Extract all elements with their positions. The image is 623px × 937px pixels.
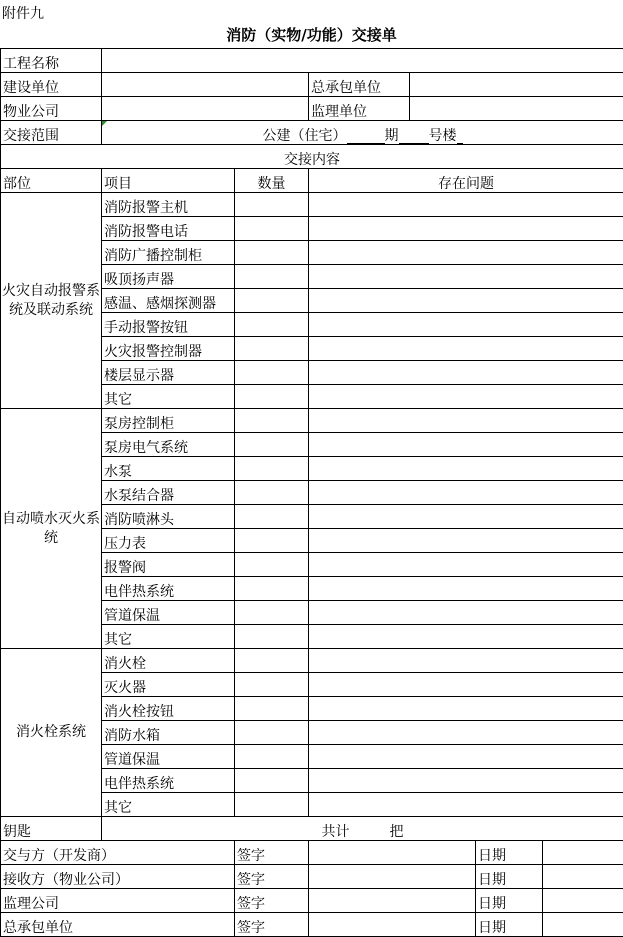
quantity-cell[interactable]	[235, 745, 309, 769]
quantity-cell[interactable]	[235, 793, 309, 817]
issues-cell[interactable]	[309, 457, 623, 481]
handover-scope-label: 交接范围	[1, 121, 102, 145]
property-company-label: 物业公司	[1, 97, 102, 121]
quantity-cell[interactable]	[235, 289, 309, 313]
quantity-cell[interactable]	[235, 553, 309, 577]
issues-cell[interactable]	[309, 745, 623, 769]
section-name: 消火栓系统	[1, 649, 102, 817]
issues-cell[interactable]	[309, 481, 623, 505]
signoff-signature-field[interactable]	[309, 841, 476, 865]
property-company-row	[1, 97, 623, 121]
supervision-unit-label: 监理单位	[309, 97, 410, 121]
signoff-signature-field[interactable]	[309, 889, 476, 913]
handover-scope-row	[1, 121, 623, 145]
issues-cell[interactable]	[309, 313, 623, 337]
content-title-row	[1, 145, 623, 169]
keys-total-label: 共计	[321, 824, 350, 840]
issues-cell[interactable]	[309, 769, 623, 793]
item-name: 火灾报警控制器	[102, 337, 235, 361]
signoff-date-label: 日期	[476, 889, 543, 913]
column-header-item: 项目	[102, 169, 235, 193]
quantity-cell[interactable]	[235, 649, 309, 673]
signoff-date-label: 日期	[476, 841, 543, 865]
signoff-row	[1, 889, 623, 913]
construction-unit-label: 建设单位	[1, 73, 102, 97]
quantity-cell[interactable]	[235, 481, 309, 505]
item-name: 管道保温	[102, 745, 235, 769]
quantity-cell[interactable]	[235, 409, 309, 433]
signoff-sign-label: 签字	[235, 889, 309, 913]
issues-cell[interactable]	[309, 793, 623, 817]
item-name: 消防水箱	[102, 721, 235, 745]
quantity-cell[interactable]	[235, 529, 309, 553]
issues-cell[interactable]	[309, 721, 623, 745]
issues-cell[interactable]	[309, 217, 623, 241]
issues-cell[interactable]	[309, 337, 623, 361]
signoff-party: 总承包单位	[1, 913, 235, 937]
item-name: 灭火器	[102, 673, 235, 697]
item-name: 泵房电气系统	[102, 433, 235, 457]
quantity-cell[interactable]	[235, 505, 309, 529]
issues-cell[interactable]	[309, 577, 623, 601]
item-name: 消防广播控制柜	[102, 241, 235, 265]
keys-unit-label: 把	[389, 824, 404, 840]
issues-cell[interactable]	[309, 361, 623, 385]
general-contractor-label: 总承包单位	[309, 73, 410, 97]
issues-cell[interactable]	[309, 193, 623, 217]
quantity-cell[interactable]	[235, 193, 309, 217]
column-header-quantity: 数量	[235, 169, 309, 193]
column-header-issues: 存在问题	[309, 169, 623, 193]
supervision-unit-value[interactable]	[410, 97, 623, 121]
item-name: 感温、感烟探测器	[102, 289, 235, 313]
item-name: 楼层显示器	[102, 361, 235, 385]
general-contractor-value[interactable]	[410, 73, 623, 97]
issues-cell[interactable]	[309, 433, 623, 457]
signoff-date-field[interactable]	[543, 889, 623, 913]
handover-scope-value[interactable]	[102, 121, 623, 145]
item-name: 其它	[102, 793, 235, 817]
item-name: 手动报警按钮	[102, 313, 235, 337]
item-row	[1, 193, 623, 217]
quantity-cell[interactable]	[235, 313, 309, 337]
item-name: 泵房控制柜	[102, 409, 235, 433]
item-name: 消防报警主机	[102, 193, 235, 217]
item-name: 吸顶扬声器	[102, 265, 235, 289]
signoff-party: 监理公司	[1, 889, 235, 913]
content-title: 交接内容	[1, 145, 623, 169]
issues-cell[interactable]	[309, 601, 623, 625]
item-name: 水泵	[102, 457, 235, 481]
signoff-date-field[interactable]	[543, 841, 623, 865]
issues-cell[interactable]	[309, 529, 623, 553]
signoff-row	[1, 841, 623, 865]
keys-label: 钥匙	[1, 817, 102, 841]
quantity-cell[interactable]	[235, 433, 309, 457]
item-name: 管道保温	[102, 601, 235, 625]
column-header-part: 部位	[1, 169, 102, 193]
quantity-cell[interactable]	[235, 601, 309, 625]
signoff-signature-field[interactable]	[309, 913, 476, 937]
signoff-party: 接收方（物业公司）	[1, 865, 235, 889]
signoff-sign-label: 签字	[235, 913, 309, 937]
quantity-cell[interactable]	[235, 385, 309, 409]
quantity-cell[interactable]	[235, 361, 309, 385]
issues-cell[interactable]	[309, 289, 623, 313]
quantity-cell[interactable]	[235, 673, 309, 697]
construction-unit-row	[1, 73, 623, 97]
signoff-row	[1, 913, 623, 937]
issues-cell[interactable]	[309, 385, 623, 409]
item-name: 电伴热系统	[102, 577, 235, 601]
scope-trailing-underline	[457, 129, 463, 144]
attachment-caption: 附件九	[2, 6, 44, 22]
property-company-value[interactable]	[102, 97, 309, 121]
quantity-cell[interactable]	[235, 337, 309, 361]
signoff-date-field[interactable]	[543, 913, 623, 937]
item-name: 消防报警电话	[102, 217, 235, 241]
issues-cell[interactable]	[309, 505, 623, 529]
quantity-cell[interactable]	[235, 721, 309, 745]
issues-cell[interactable]	[309, 553, 623, 577]
quantity-cell[interactable]	[235, 457, 309, 481]
item-name: 压力表	[102, 529, 235, 553]
item-row	[1, 409, 623, 433]
scope-building-label: 号楼	[428, 128, 457, 144]
section-name: 自动喷水灭火系统	[1, 409, 102, 649]
item-name: 消火栓	[102, 649, 235, 673]
scope-period-blank[interactable]	[347, 129, 385, 144]
signoff-row	[1, 865, 623, 889]
item-name: 电伴热系统	[102, 769, 235, 793]
quantity-cell[interactable]	[235, 625, 309, 649]
quantity-cell[interactable]	[235, 241, 309, 265]
issues-cell[interactable]	[309, 649, 623, 673]
keys-count-cell[interactable]	[102, 817, 623, 841]
scope-building-blank[interactable]	[399, 129, 429, 144]
project-name-value[interactable]	[102, 49, 623, 73]
section-name: 火灾自动报警系统及联动系统	[1, 193, 102, 409]
issues-cell[interactable]	[309, 265, 623, 289]
item-row	[1, 649, 623, 673]
signoff-date-label: 日期	[476, 913, 543, 937]
scope-prefix: 公建（住宅）	[262, 128, 347, 144]
scope-period-label: 期	[384, 128, 399, 144]
signoff-party: 交与方（开发商）	[1, 841, 235, 865]
quantity-cell[interactable]	[235, 265, 309, 289]
quantity-cell[interactable]	[235, 769, 309, 793]
handover-form-table	[0, 48, 623, 937]
form-title: 消防（实物/功能）交接单	[226, 26, 397, 44]
item-name: 消防喷淋头	[102, 505, 235, 529]
quantity-cell[interactable]	[235, 577, 309, 601]
quantity-cell[interactable]	[235, 697, 309, 721]
signoff-date-label: 日期	[476, 865, 543, 889]
issues-cell[interactable]	[309, 673, 623, 697]
signoff-sign-label: 签字	[235, 865, 309, 889]
issues-cell[interactable]	[309, 697, 623, 721]
issues-cell[interactable]	[309, 625, 623, 649]
item-name: 报警阀	[102, 553, 235, 577]
quantity-cell[interactable]	[235, 217, 309, 241]
item-name: 其它	[102, 385, 235, 409]
signoff-signature-field[interactable]	[309, 865, 476, 889]
project-name-label: 工程名称	[1, 49, 102, 73]
item-name: 消火栓按钮	[102, 697, 235, 721]
issues-cell[interactable]	[309, 241, 623, 265]
item-name: 水泵结合器	[102, 481, 235, 505]
construction-unit-value[interactable]	[102, 73, 309, 97]
project-name-row	[1, 49, 623, 73]
issues-cell[interactable]	[309, 409, 623, 433]
keys-row	[1, 817, 623, 841]
signoff-date-field[interactable]	[543, 865, 623, 889]
column-header-row	[1, 169, 623, 193]
signoff-sign-label: 签字	[235, 841, 309, 865]
item-name: 其它	[102, 625, 235, 649]
